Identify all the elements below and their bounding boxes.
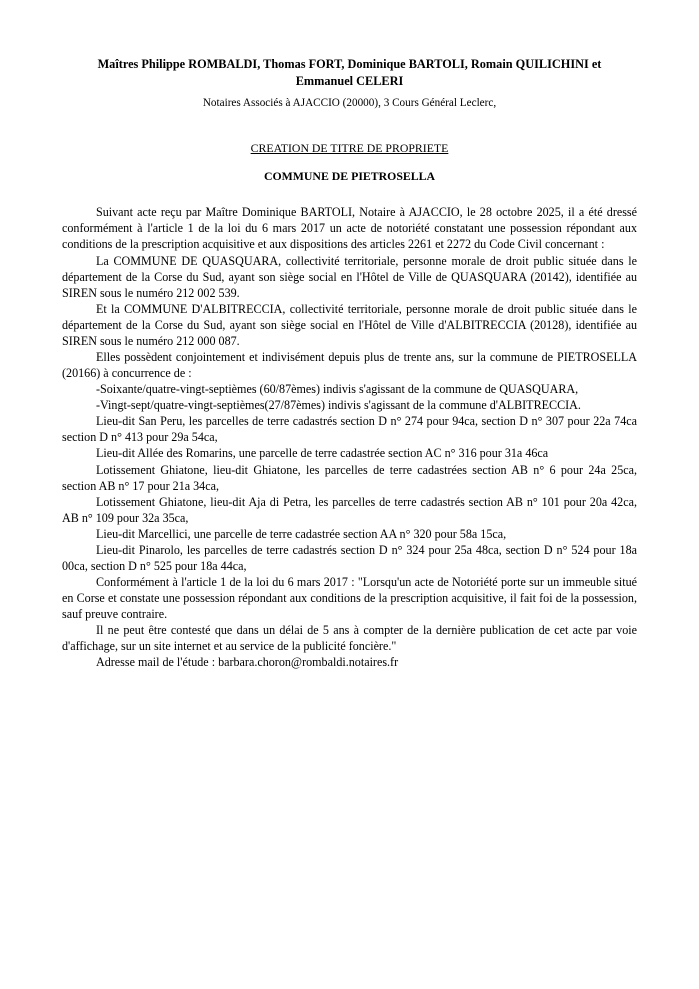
paragraph: Lieu-dit Pinarolo, les parcelles de terre cadastrés section D n° 324 pour 25a 48ca, section D n° 524 pour 18a 00ca, section D n° 525 pour 18a 44ca, (62, 542, 637, 574)
paragraph: Lotissement Ghiatone, lieu-dit Ghiatone, les parcelles de terre cadastrées section AB n° 6 pour 24a 25ca, section AB n° 17 pour 21a 34ca, (62, 462, 637, 493)
paragraph-bullet: -Vingt-sept/quatre-vingt-septièmes(27/87èmes) indivis s'agissant de la commune d'ALBITRECCIA. (96, 398, 581, 413)
paragraph-bullet: -Soixante/quatre-vingt-septièmes (60/87èmes) indivis s'agissant de la commune de QUASQUARA, (96, 382, 579, 397)
paragraph: Lieu-dit Allée des Romarins, une parcelle de terre cadastrée section AC n° 316 pour 31a 46ca (96, 446, 549, 461)
contact-email-line: Adresse mail de l'étude : barbara.choron@rombaldi.notaires.fr (96, 655, 399, 670)
paragraph: Suivant acte reçu par Maître Dominique BARTOLI, Notaire à AJACCIO, le 28 octobre 2025, il a été dressé conformément à l'article 1 de la loi du 6 mars 2017 un acte de notoriété constatant une possession répondant aux conditions de la prescription acquisitive et aux dispositions des articles 2261 et 2272 du Code Civil concernant : (62, 205, 637, 252)
paragraph: Et la COMMUNE D'ALBITRECCIA, collectivité territoriale, personne morale de droit public située dans le département de la Corse du Sud, ayant son siège social en l'Hôtel de Ville d'ALBITRECCIA (20128), identifiée au SIREN sous le numéro 212 000 087. (62, 301, 637, 348)
letterhead (62, 56, 637, 111)
paragraph: Lotissement Ghiatone, lieu-dit Aja di Petra, les parcelles de terre cadastrés section AB n° 101 pour 20a 42ca, AB n° 109 pour 32a 35ca, (62, 494, 637, 525)
paragraph: La COMMUNE DE QUASQUARA, collectivité territoriale, personne morale de droit public située dans le département de la Corse du Sud, ayant son siège social en l'Hôtel de Ville de QUASQUARA (20142), identifiée au SIREN sous le numéro 212 002 539. (62, 253, 637, 300)
document-title: CREATION DE TITRE DE PROPRIETE (250, 141, 449, 156)
document-body (62, 204, 637, 670)
firm-address: Notaires Associés à AJACCIO (20000), 3 Cours Général Leclerc, (202, 97, 497, 110)
paragraph: Conformément à l'article 1 de la loi du 6 mars 2017 : "Lorsqu'un acte de Notoriété porte sur un immeuble situé en Corse et constate une possession répondant aux conditions de la prescription acquisitive, il fait foi de la possession, sauf preuve contraire. (62, 575, 637, 622)
document-subtitle: COMMUNE DE PIETROSELLA (263, 169, 436, 184)
paragraph: Elles possèdent conjointement et indivisément depuis plus de trente ans, sur la commune de PIETROSELLA (20166) à concurrence de : (62, 350, 637, 381)
paragraph: Lieu-dit Marcellici, une parcelle de terre cadastrée section AA n° 320 pour 58a 15ca, (96, 526, 507, 541)
paragraph: Il ne peut être contesté que dans un délai de 5 ans à compter de la dernière publication de cet acte par voie d'affichage, sur un site internet et au service de la publicité foncière." (62, 623, 637, 654)
firm-name: Maîtres Philippe ROMBALDI, Thomas FORT, Dominique BARTOLI, Romain QUILICHINI et Emmanuel CELERI (97, 57, 602, 88)
paragraph: Lieu-dit San Peru, les parcelles de terre cadastrés section D n° 274 pour 94ca, section D n° 307 pour 22a 74ca section D n° 413 pour 29a 54ca, (62, 414, 637, 445)
